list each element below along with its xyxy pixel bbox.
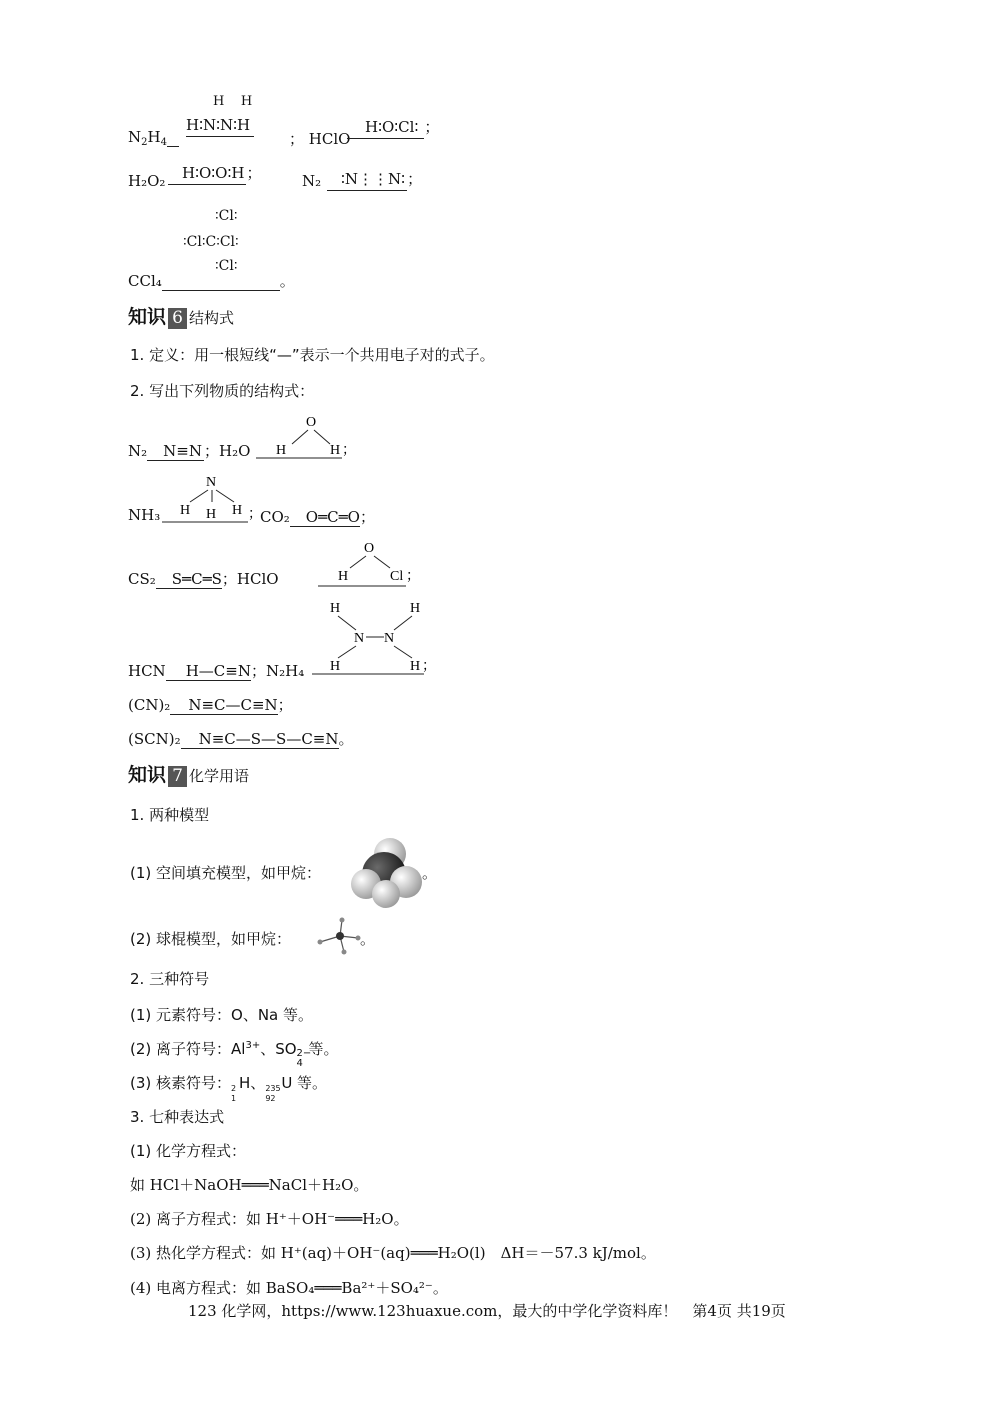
hclo-electron-formula: H∶O∶Cl∶ ； xyxy=(347,116,439,139)
model-space-filling: (1) 空间填充模型，如甲烷： xyxy=(130,864,322,882)
svg-text:H: H xyxy=(330,659,341,674)
expr-chemical-equation-example: 如 HCl＋NaOH═══NaCl＋H₂O。 xyxy=(130,1176,369,1194)
svg-text:；: ； xyxy=(342,443,356,458)
expressions-title: 3. 七种表达式 xyxy=(130,1108,225,1126)
h2o2-electron-label: H₂O₂ xyxy=(128,172,166,190)
svg-text:H: H xyxy=(180,503,191,518)
svg-text:H: H xyxy=(330,443,341,458)
n2h4-electron-top: H H xyxy=(213,94,253,109)
methane-space-filling-icon xyxy=(344,836,428,910)
expr-thermochemical-equation: (3) 热化学方程式：如 H⁺(aq)＋OH⁻(aq)═══H₂O(l) ΔH＝－57.3 kJ/mol。 xyxy=(130,1244,656,1262)
svg-text:H: H xyxy=(410,601,421,616)
symbol-nuclide: (3) 核素符号： 2 1 H、 235 92 U 等。 xyxy=(130,1074,328,1103)
co2-structure: CO₂ O═C═O； xyxy=(260,508,375,526)
svg-text:；: ； xyxy=(422,659,436,674)
svg-text:N: N xyxy=(384,631,395,646)
model2-period: 。 xyxy=(360,930,376,948)
ccl4-electron-top: ∶Cl∶ xyxy=(215,208,238,224)
svg-text:H: H xyxy=(232,503,243,518)
n2h4-electron-label: $N_2H_4$ xyxy=(128,128,179,148)
h2o2-electron-formula: H∶O∶O∶H ； xyxy=(168,162,261,185)
ccl4-electron-mid: ∶Cl∶C∶Cl∶ xyxy=(183,234,239,250)
cn2-structure: (CN)₂ N≡C—C≡N； xyxy=(128,696,293,714)
svg-text:；: ； xyxy=(406,569,420,584)
svg-text:N: N xyxy=(354,631,365,646)
svg-text:H: H xyxy=(410,659,421,674)
hclo-electron-label: ； HClO xyxy=(289,130,351,148)
scn2-structure: (SCN)₂ N≡C—S—S—C≡N。 xyxy=(128,730,354,748)
h2o-structure-diagram xyxy=(256,408,356,460)
methane-ball-stick-icon xyxy=(314,916,364,956)
nh3-structure-diagram xyxy=(162,470,262,526)
cs2-structure: CS₂ S═C═S；HClO xyxy=(128,570,279,588)
model1-period: 。 xyxy=(422,864,438,882)
svg-text:H: H xyxy=(338,569,349,584)
svg-text:O: O xyxy=(364,541,375,556)
section6-item1: 1. 定义：用一根短线“—”表示一个共用电子对的式子。 xyxy=(130,346,495,364)
expr-ionic-equation: (2) 离子方程式：如 H⁺＋OH⁻═══H₂O。 xyxy=(130,1210,409,1228)
model-ball-stick: (2) 球棍模型，如甲烷： xyxy=(130,930,292,948)
ccl4-electron-bot: ∶Cl∶ xyxy=(215,258,238,274)
models-title: 1. 两种模型 xyxy=(130,806,210,824)
section7-header: 知识 7 化学用语 xyxy=(128,764,250,786)
expr-chemical-equation: (1) 化学方程式： xyxy=(130,1142,247,1160)
section6-header: 知识 6 结构式 xyxy=(128,306,235,328)
hclo-structure-diagram xyxy=(318,536,422,588)
n2-electron-label: N₂ xyxy=(302,172,322,190)
n2h4-electron-formula: H∶N∶N∶H xyxy=(186,116,254,137)
svg-text:N: N xyxy=(206,475,217,490)
hcn-structure: HCN H—C≡N；N₂H₄ xyxy=(128,662,305,680)
svg-text:；: ； xyxy=(248,507,262,522)
svg-text:H: H xyxy=(206,507,217,522)
section6-item2: 2. 写出下列物质的结构式： xyxy=(130,382,315,400)
symbols-title: 2. 三种符号 xyxy=(130,970,210,988)
svg-text:H: H xyxy=(330,601,341,616)
expr-ionization-equation: (4) 电离方程式：如 BaSO₄═══Ba²⁺＋SO₄²⁻。 xyxy=(130,1279,448,1297)
svg-text:H: H xyxy=(276,443,287,458)
svg-text:Cl: Cl xyxy=(390,569,404,584)
symbol-ion: (2) 离子符号：$Al^{3+}$、SO 2− 4 等。 xyxy=(130,1040,339,1069)
n2-electron-formula: ∶N⋮⋮N∶ ； xyxy=(327,168,422,191)
symbol-element: (1) 元素符号：O、Na 等。 xyxy=(130,1006,314,1024)
n2-structure: N₂ N≡N ；H₂O xyxy=(128,442,251,460)
n2h4-structure-diagram xyxy=(312,596,436,680)
nh3-label: NH₃ xyxy=(128,506,161,524)
svg-text:O: O xyxy=(306,415,317,430)
ccl4-electron-label: CCl₄ 。 xyxy=(128,272,295,290)
page-footer: 123 化学网，https://www.123huaxue.com，最大的中学化学资料库！ 第4页 共19页 xyxy=(188,1302,786,1320)
